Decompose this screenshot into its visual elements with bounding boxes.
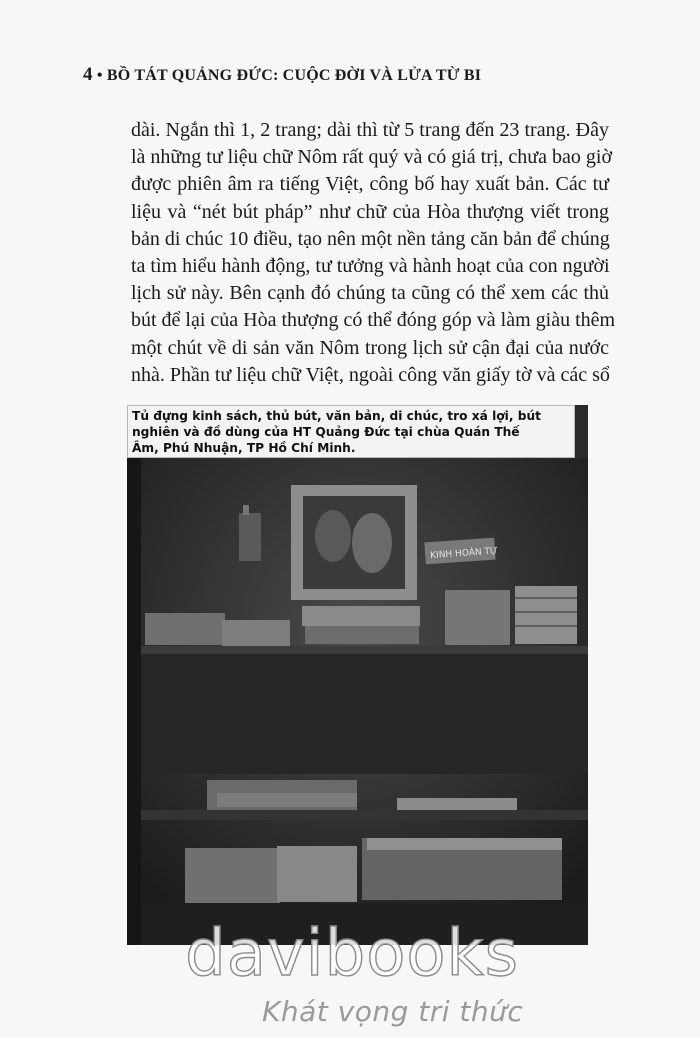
photo-scene <box>127 458 588 945</box>
body-line: dài. Ngắn thì 1, 2 trang; dài thì từ 5 trang đến 23 trang. Đây <box>131 119 609 141</box>
photo-caption <box>127 405 575 458</box>
watermark-brand: davibooks <box>185 917 519 991</box>
body-line: ta tìm hiểu hành động, tư tưởng và hành hoạt của con người <box>131 255 610 278</box>
caption-line: Tủ đựng kinh sách, thủ bút, văn bản, di chúc, tro xá lợi, bút <box>132 409 541 423</box>
running-header <box>83 64 603 86</box>
body-paragraph <box>131 117 616 389</box>
watermark-slogan: Khát vọng tri thức <box>262 995 524 1028</box>
body-line: lịch sử này. Bên cạnh đó chúng ta cũng có thể xem các thủ <box>131 282 609 305</box>
body-line: liệu và “nét bút pháp” như chữ của Hòa thượng viết trong <box>131 200 609 223</box>
cabinet-photo <box>127 405 588 945</box>
caption-line: nghiên và đồ dùng của HT Quảng Đức tại chùa Quán Thế <box>132 425 520 439</box>
body-line: nhà. Phần tư liệu chữ Việt, ngoài công văn giấy tờ và các sổ <box>131 363 610 386</box>
sign-label: KINH HOÀN TỰ <box>429 546 499 562</box>
page-number: 4 <box>83 64 93 85</box>
body-line: một chút về di sản văn Nôm trong lịch sử cận đại của nước <box>131 336 609 359</box>
body-line: bản di chúc 10 điều, tạo nên một nền tảng căn bản để chúng <box>131 227 610 250</box>
body-line: được phiên âm ra tiếng Việt, công bố hay xuất bản. Các tư <box>131 173 609 196</box>
header-separator: • <box>96 67 103 84</box>
caption-line: Âm, Phú Nhuận, TP Hồ Chí Minh. <box>132 441 356 455</box>
header-title: BỒ TÁT QUẢNG ĐỨC: CUỘC ĐỜI VÀ LỬA TỪ BI <box>106 67 482 84</box>
body-line: là những tư liệu chữ Nôm rất quý và có giá trị, chưa bao giờ <box>131 146 613 169</box>
body-line: bút để lại của Hòa thượng có thể đóng góp và làm giàu thêm <box>131 309 616 332</box>
